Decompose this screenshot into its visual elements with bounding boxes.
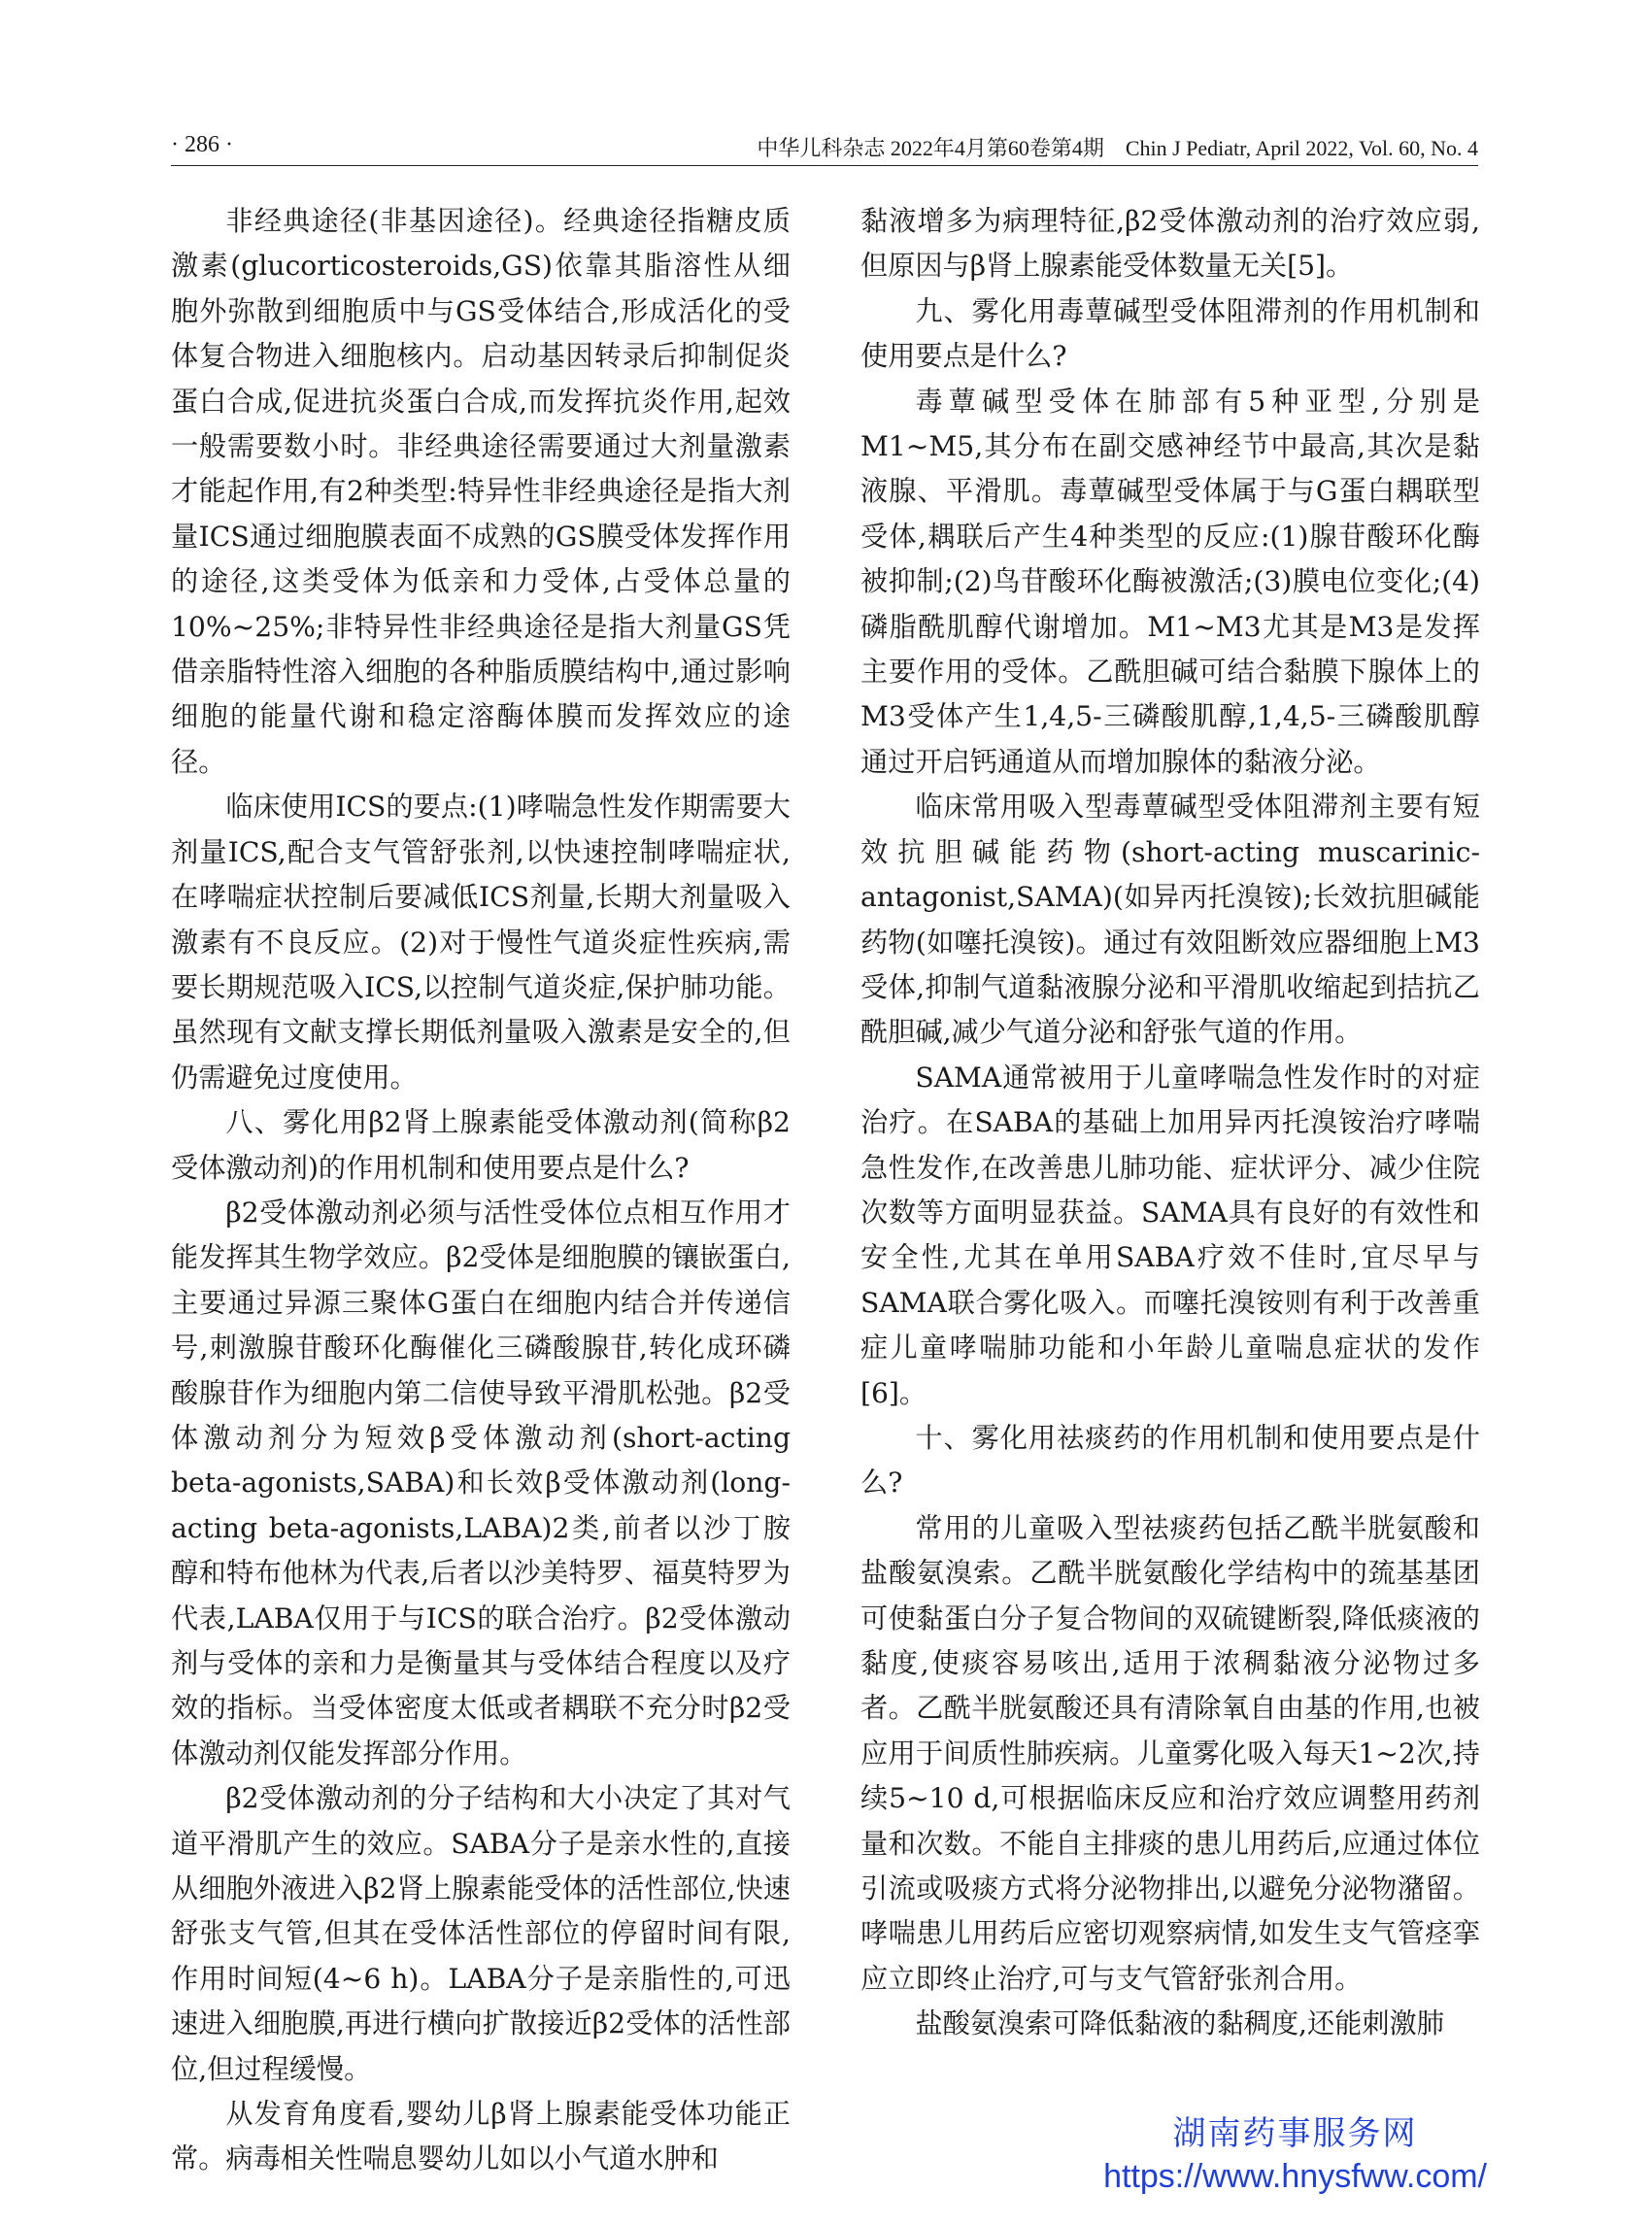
- journal-citation: 中华儿科杂志 2022年4月第60卷第4期 Chin J Pediatr, April 2022, Vol. 60, No. 4: [757, 136, 1478, 160]
- page-header: [171, 126, 1478, 166]
- paragraph: 从发育角度看,婴幼儿β肾上腺素能受体功能正常。病毒相关性喘息婴幼儿如以小气道水肿和: [171, 2098, 791, 2175]
- paragraph: 临床使用ICS的要点:(1)哮喘急性发作期需要大剂量ICS,配合支气管舒张剂,以快速控制哮喘症状,在哮喘症状控制后要减低ICS剂量,长期大剂量吸入激素有不良反应。(2)对于慢性气道炎症性疾病,需要长期规范吸入ICS,以控制气道炎症,保护肺功能。虽然现有文献支撑长期低剂量吸入激素是安全的,但仍需避免过度使用。: [171, 791, 791, 1094]
- right-column: [860, 199, 1480, 2047]
- paragraph-continued: 黏液增多为病理特征,β2受体激动剂的治疗效应弱,但原因与β肾上腺素能受体数量无关[5]。: [860, 205, 1480, 283]
- paragraph: 毒蕈碱型受体在肺部有5种亚型,分别是M1~M5,其分布在副交感神经节中最高,其次是黏液腺、平滑肌。毒蕈碱型受体属于与G蛋白耦联型受体,耦联后产生4种类型的反应:(1)腺苷酸环化酶被抑制;(2)鸟苷酸环化酶被激活;(3)膜电位变化;(4)磷脂酰肌醇代谢增加。M1~M3尤其是M3是发挥主要作用的受体。乙酰胆碱可结合黏膜下腺体上的M3受体产生1,4,5-三磷酸肌醇,1,4,5-三磷酸肌醇通过开启钙通道从而增加腺体的黏液分泌。: [860, 385, 1480, 778]
- section-question: 九、雾化用毒蕈碱型受体阻滞剂的作用机制和使用要点是什么?: [860, 294, 1480, 373]
- paragraph: SAMA通常被用于儿童哮喘急性发作时的对症治疗。在SABA的基础上加用异丙托溴铵治疗哮喘急性发作,在改善患儿肺功能、症状评分、减少住院次数等方面明显获益。SAMA具有良好的有效性和安全性,尤其在单用SABA疗效不佳时,宜尽早与SAMA联合雾化吸入。而噻托溴铵则有利于改善重症儿童哮喘肺功能和小年龄儿童喘息症状的发作[6]。: [860, 1061, 1480, 1409]
- left-column: [171, 199, 791, 2182]
- page-number: · 286 ·: [171, 132, 233, 157]
- paragraph: β2受体激动剂的分子结构和大小决定了其对气道平滑肌产生的效应。SABA分子是亲水性的,直接从细胞外液进入β2肾上腺素能受体的活性部位,快速舒张支气管,但其在受体活性部位的停留时间有限,作用时间短(4~6 h)。LABA分子是亲脂性的,可迅速进入细胞膜,再进行横向扩散接近β2受体的活性部位,但过程缓慢。: [171, 1782, 791, 2085]
- watermark-site-name: 湖南药事服务网: [1172, 2115, 1418, 2152]
- section-question: 八、雾化用β2肾上腺素能受体激动剂(简称β2受体激动剂)的作用机制和使用要点是什么?: [171, 1106, 791, 1184]
- watermark: [1103, 2112, 1487, 2198]
- paragraph: 非经典途径(非基因途径)。经典途径指糖皮质激素(glucorticosteroids,GS)依靠其脂溶性从细胞外弥散到细胞质中与GS受体结合,形成活化的受体复合物进入细胞核内。启动基因转录后抑制促炎蛋白合成,促进抗炎蛋白合成,而发挥抗炎作用,起效一般需要数小时。非经典途径需要通过大剂量激素才能起作用,有2种类型:特异性非经典途径是指大剂量ICS通过细胞膜表面不成熟的GS膜受体发挥作用的途径,这类受体为低亲和力受体,占受体总量的10%~25%;非特异性非经典途径是指大剂量GS凭借亲脂特性溶入细胞的各种脂质膜结构中,通过影响细胞的能量代谢和稳定溶酶体膜而发挥效应的途径。: [171, 205, 791, 778]
- watermark-url[interactable]: https://www.hnysfww.com/: [1103, 2158, 1487, 2195]
- section-question: 十、雾化用祛痰药的作用机制和使用要点是什么?: [860, 1421, 1480, 1500]
- paragraph: β2受体激动剂必须与活性受体位点相互作用才能发挥其生物学效应。β2受体是细胞膜的镶嵌蛋白,主要通过异源三聚体G蛋白在细胞内结合并传递信号,刺激腺苷酸环化酶催化三磷酸腺苷,转化成环磷酸腺苷作为细胞内第二信使导致平滑肌松弛。β2受体激动剂分为短效β受体激动剂(short-acting beta-agonists,SABA)和长效β受体激动剂(long-acting beta-agonists,LABA)2类,前者以沙丁胺醇和特布他林为代表,后者以沙美特罗、福莫特罗为代表,LABA仅用于与ICS的联合治疗。β2受体激动剂与受体的亲和力是衡量其与受体结合程度以及疗效的指标。当受体密度太低或者耦联不充分时β2受体激动剂仅能发挥部分作用。: [171, 1196, 791, 1770]
- paragraph: 临床常用吸入型毒蕈碱型受体阻滞剂主要有短效抗胆碱能药物(short-acting muscarinic-antagonist,SAMA)(如异丙托溴铵);长效抗胆碱能药物(如噻托溴铵)。通过有效阻断效应器细胞上M3受体,抑制气道黏液腺分泌和平滑肌收缩起到拮抗乙酰胆碱,减少气道分泌和舒张气道的作用。: [860, 791, 1480, 1049]
- paragraph: 盐酸氨溴索可降低黏液的黏稠度,还能刺激肺: [915, 2007, 1444, 2040]
- paragraph: 常用的儿童吸入型祛痰药包括乙酰半胱氨酸和盐酸氨溴索。乙酰半胱氨酸化学结构中的巯基基团可使黏蛋白分子复合物间的双硫键断裂,降低痰液的黏度,使痰容易咳出,适用于浓稠黏液分泌物过多者。乙酰半胱氨酸还具有清除氧自由基的作用,也被应用于间质性肺疾病。儿童雾化吸入每天1~2次,持续5~10 d,可根据临床反应和治疗效应调整用药剂量和次数。不能自主排痰的患儿用药后,应通过体位引流或吸痰方式将分泌物排出,以避免分泌物潴留。哮喘患儿用药后应密切观察病情,如发生支气管痉挛应立即终止治疗,可与支气管舒张剂合用。: [860, 1511, 1480, 1995]
